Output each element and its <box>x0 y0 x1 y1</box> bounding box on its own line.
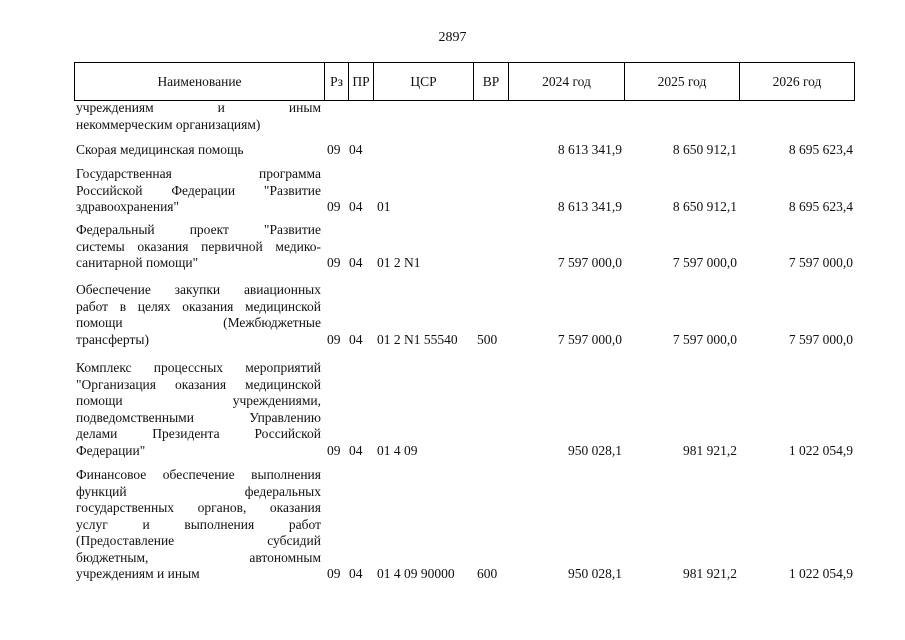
row-name <box>76 282 321 348</box>
row-name <box>76 222 321 272</box>
row-2025: 7 597 000,0 <box>672 331 737 347</box>
row-name-line: Государственная программа <box>76 166 321 181</box>
table-row <box>74 100 855 133</box>
header-2024: 2024 год <box>508 63 624 100</box>
row-name-line: Обеспечение закупки авиационных <box>76 282 321 297</box>
row-2024: 7 597 000,0 <box>557 255 622 270</box>
row-name-line: учреждениям и иным <box>76 100 321 115</box>
row-name-line: "Организация оказания медицинской <box>76 376 321 392</box>
row-name <box>76 360 321 459</box>
header-vr: ВР <box>473 63 508 100</box>
header-name: Наименование <box>74 63 324 100</box>
row-name-line: здравоохранения" <box>76 199 180 214</box>
row-rz: 09 <box>327 199 341 214</box>
row-vr: 500 <box>477 331 498 347</box>
page-number: 2897 <box>438 30 467 45</box>
row-2026: 7 597 000,0 <box>788 255 853 270</box>
row-name-line: делами Президента Российской <box>76 426 321 441</box>
row-rz: 09 <box>327 566 341 581</box>
row-pr: 04 <box>349 255 363 270</box>
row-2025: 7 597 000,0 <box>672 255 737 270</box>
row-name-line: Российской Федерации "Развитие <box>76 182 321 198</box>
row-name-line: трансферты) <box>76 331 149 347</box>
row-2025: 981 921,2 <box>683 566 737 581</box>
table-row <box>74 467 855 583</box>
row-name-line: помощи учреждениями, <box>76 393 321 408</box>
row-2026: 8 695 623,4 <box>788 142 853 157</box>
row-rz: 09 <box>327 331 341 347</box>
row-pr: 04 <box>349 142 363 157</box>
row-vr: 600 <box>477 566 498 581</box>
row-name-line: подведомственными Управлению <box>76 409 321 425</box>
row-pr: 04 <box>349 442 363 458</box>
row-name-line: Финансовое обеспечение выполнения <box>76 467 321 482</box>
row-name-line: бюджетным, автономным <box>76 549 321 565</box>
row-2026: 1 022 054,9 <box>788 442 853 458</box>
row-name-line: Федерации" <box>76 442 146 458</box>
row-csr: 01 4 09 <box>377 442 418 458</box>
row-name-line: (Предоставление субсидий <box>76 533 321 548</box>
header-rz: Рз <box>324 63 348 100</box>
row-name-line: Комплекс процессных мероприятий <box>76 360 321 375</box>
table-row <box>74 360 855 459</box>
row-2026: 7 597 000,0 <box>788 331 853 347</box>
table-row <box>74 222 855 272</box>
row-2024: 7 597 000,0 <box>557 331 622 347</box>
row-csr: 01 2 N1 <box>377 255 421 270</box>
row-2024: 8 613 341,9 <box>557 199 622 214</box>
row-2024: 8 613 341,9 <box>557 142 622 157</box>
row-name <box>76 166 321 216</box>
row-2026: 1 022 054,9 <box>788 566 853 581</box>
row-pr: 04 <box>349 331 363 347</box>
row-csr: 01 2 N1 55540 <box>377 331 458 347</box>
row-name <box>76 467 321 583</box>
row-rz: 09 <box>327 142 341 157</box>
row-pr: 04 <box>349 566 363 581</box>
row-name <box>76 142 321 159</box>
row-2025: 8 650 912,1 <box>672 142 737 157</box>
row-name-line: учреждениям и иным <box>76 566 200 581</box>
row-pr: 04 <box>349 199 363 214</box>
row-name-line: государственных органов, оказания <box>76 500 321 515</box>
row-name-line: работ в целях оказания медицинской <box>76 298 321 314</box>
row-csr: 01 <box>377 199 391 214</box>
table-row <box>74 142 855 159</box>
row-name <box>76 100 321 133</box>
row-name-line: помощи (Межбюджетные <box>76 315 321 330</box>
row-csr: 01 4 09 90000 <box>377 566 455 581</box>
row-2025: 981 921,2 <box>683 442 737 458</box>
header-2026: 2026 год <box>739 63 855 100</box>
row-rz: 09 <box>327 255 341 270</box>
table-row <box>74 282 855 348</box>
header-pr: ПР <box>348 63 373 100</box>
row-rz: 09 <box>327 442 341 458</box>
row-name-line: некоммерческим организациям) <box>76 116 261 132</box>
row-2024: 950 028,1 <box>568 442 622 458</box>
header-2025: 2025 год <box>624 63 739 100</box>
header-csr: ЦСР <box>373 63 473 100</box>
row-name-line: функций федеральных <box>76 483 321 499</box>
table-header <box>74 62 855 101</box>
row-name-line: системы оказания первичной медико- <box>76 238 321 254</box>
row-name-line: Скорая медицинская помощь <box>76 142 244 157</box>
row-name-line: санитарной помощи" <box>76 255 199 270</box>
row-2024: 950 028,1 <box>568 566 622 581</box>
row-2026: 8 695 623,4 <box>788 199 853 214</box>
row-2025: 8 650 912,1 <box>672 199 737 214</box>
row-name-line: услуг и выполнения работ <box>76 516 321 532</box>
table-row <box>74 166 855 216</box>
row-name-line: Федеральный проект "Развитие <box>76 222 321 237</box>
